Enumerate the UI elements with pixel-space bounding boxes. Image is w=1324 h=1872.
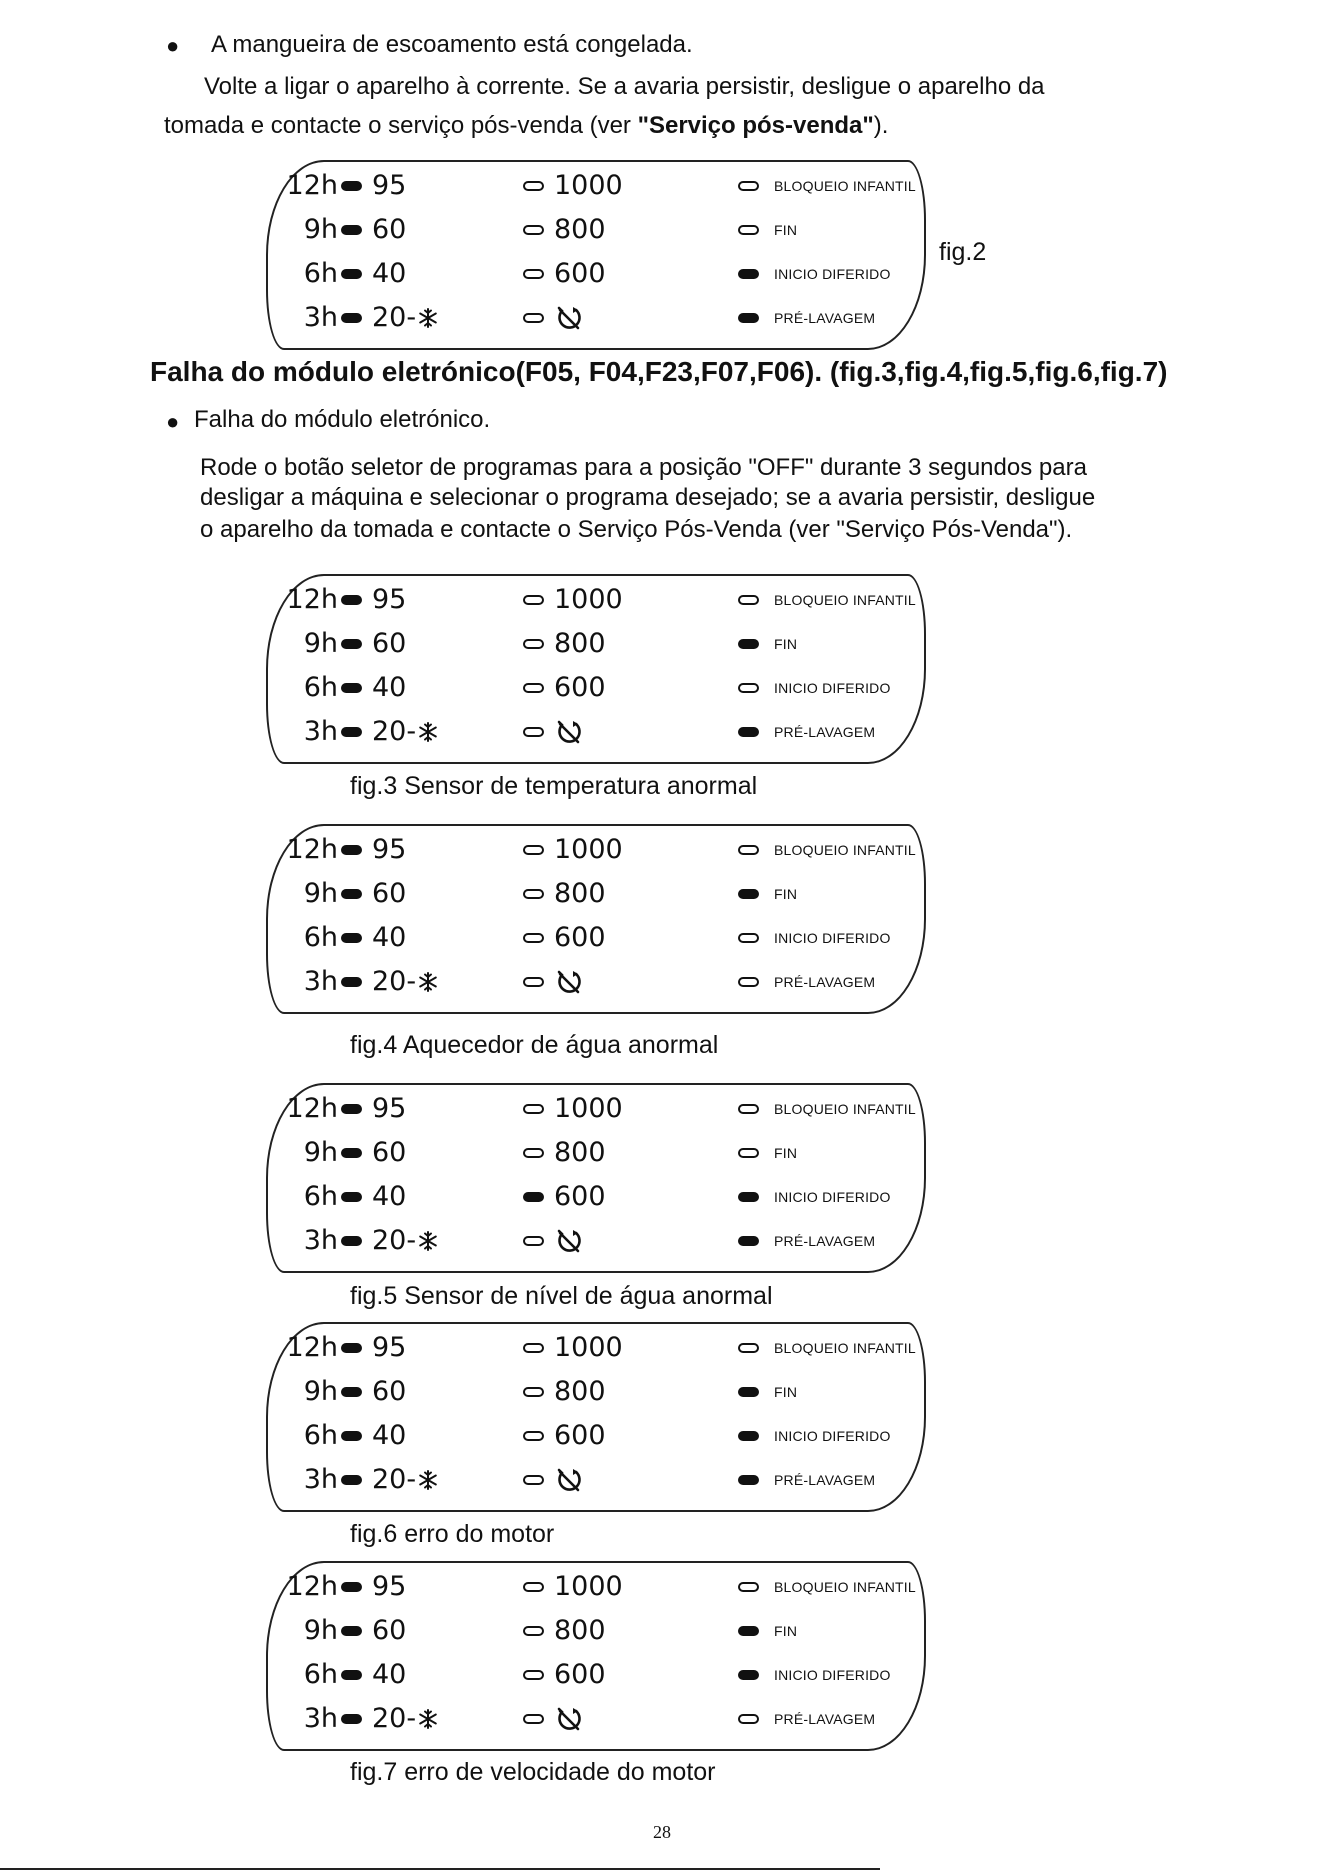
option-label: FIN	[774, 1145, 798, 1161]
snowflake-icon	[416, 1225, 438, 1256]
option-label: INICIO DIFERIDO	[774, 266, 891, 282]
led-indicator	[341, 1670, 362, 1680]
led-indicator	[738, 933, 759, 943]
option-label: BLOQUEIO INFANTIL	[774, 1101, 916, 1117]
led-indicator	[341, 1343, 362, 1353]
hours-label: 6h	[303, 1420, 338, 1451]
fig4-caption: fig.4 Aquecedor de água anormal	[350, 1031, 719, 1059]
snowflake-icon	[416, 1464, 438, 1495]
fig6-caption: fig.6 erro do motor	[350, 1520, 555, 1548]
led-indicator	[738, 1431, 759, 1441]
led-indicator	[341, 1475, 362, 1485]
panel-row	[268, 1085, 928, 1133]
temperature-label	[372, 162, 406, 210]
snowflake-icon	[416, 1703, 438, 1734]
spin-speed-label: 1000	[554, 170, 623, 201]
led-indicator	[738, 977, 759, 987]
led-indicator	[523, 1714, 544, 1724]
no-spin-icon	[554, 304, 584, 334]
spin-speed-label: 1000	[554, 1093, 623, 1124]
temperature-value: 95	[372, 170, 407, 201]
led-indicator	[738, 1670, 759, 1680]
led-indicator	[738, 1343, 759, 1353]
temperature-label	[372, 1129, 406, 1177]
led-indicator	[341, 1714, 362, 1724]
temperature-value: 20-	[372, 302, 417, 333]
spin-speed-label: 1000	[554, 1332, 623, 1363]
temperature-label	[372, 1456, 438, 1504]
led-indicator	[738, 1475, 759, 1485]
temperature-label	[372, 1217, 438, 1265]
led-indicator	[738, 727, 759, 737]
led-indicator	[523, 1582, 544, 1592]
led-indicator	[738, 181, 759, 191]
option-label: PRÉ-LAVAGEM	[774, 974, 876, 990]
temperature-label	[372, 1368, 406, 1416]
led-indicator	[341, 639, 362, 649]
led-indicator	[738, 1104, 759, 1114]
hours-label: 12h	[286, 170, 338, 201]
led-indicator	[523, 595, 544, 605]
led-indicator	[523, 181, 544, 191]
hours-label: 3h	[303, 1703, 338, 1734]
hours-label: 9h	[303, 1376, 338, 1407]
option-label: INICIO DIFERIDO	[774, 680, 891, 696]
led-panel-fig4	[266, 824, 926, 1014]
temperature-value: 20-	[372, 716, 417, 747]
footer-rule	[0, 1868, 880, 1870]
spin-speed-label: 600	[554, 672, 606, 703]
temperature-label	[372, 1651, 406, 1699]
option-label: FIN	[774, 1384, 798, 1400]
led-indicator	[523, 727, 544, 737]
led-indicator	[523, 1387, 544, 1397]
panel-row	[268, 162, 928, 210]
led-indicator	[523, 1192, 544, 1202]
option-label: INICIO DIFERIDO	[774, 1189, 891, 1205]
section-body-line-1: Rode o botão seletor de programas para a posição "OFF" durante 3 segundos para	[200, 454, 1087, 481]
temperature-label	[372, 1695, 438, 1743]
led-indicator	[523, 269, 544, 279]
option-label: INICIO DIFERIDO	[774, 930, 891, 946]
led-indicator	[341, 933, 362, 943]
option-label: BLOQUEIO INFANTIL	[774, 178, 916, 194]
led-indicator	[523, 1343, 544, 1353]
led-indicator	[738, 1148, 759, 1158]
hours-label: 12h	[286, 1571, 338, 1602]
temperature-value: 60	[372, 1376, 407, 1407]
led-indicator	[341, 889, 362, 899]
led-indicator	[341, 225, 362, 235]
option-label: INICIO DIFERIDO	[774, 1667, 891, 1683]
led-indicator	[738, 889, 759, 899]
panel-row	[268, 1412, 928, 1460]
option-label: BLOQUEIO INFANTIL	[774, 1340, 916, 1356]
panel-row	[268, 708, 928, 756]
spin-speed-label: 600	[554, 922, 606, 953]
temperature-label	[372, 708, 438, 756]
hours-label: 9h	[303, 214, 338, 245]
option-label: PRÉ-LAVAGEM	[774, 1233, 876, 1249]
panel-row	[268, 1695, 928, 1743]
temperature-value: 95	[372, 584, 407, 615]
led-indicator	[523, 1431, 544, 1441]
hours-label: 6h	[303, 672, 338, 703]
temperature-label	[372, 1085, 406, 1133]
spin-speed-label: 800	[554, 1137, 606, 1168]
section-body-line-2: desligar a máquina e selecionar o programa desejado; se a avaria persistir, desligue	[200, 484, 1096, 511]
led-indicator	[738, 1387, 759, 1397]
spin-speed-label: 600	[554, 1420, 606, 1451]
led-indicator	[738, 1626, 759, 1636]
section-body-line-3: o aparelho da tomada e contacte o Serviço Pós-Venda (ver "Serviço Pós-Venda").	[200, 516, 1073, 543]
led-indicator	[523, 1148, 544, 1158]
led-indicator	[523, 225, 544, 235]
led-indicator	[738, 845, 759, 855]
temperature-value: 20-	[372, 966, 417, 997]
panel-row	[268, 958, 928, 1006]
paragraph-line-2-end: ).	[873, 112, 889, 139]
panel-row	[268, 250, 928, 298]
spin-speed-label: 800	[554, 628, 606, 659]
panel-row	[268, 1456, 928, 1504]
led-indicator	[341, 1104, 362, 1114]
panel-row	[268, 1217, 928, 1265]
hours-label: 12h	[286, 584, 338, 615]
temperature-value: 40	[372, 1181, 407, 1212]
spin-speed-label: 1000	[554, 1571, 623, 1602]
temperature-value: 60	[372, 214, 407, 245]
temperature-label	[372, 206, 406, 254]
temperature-label	[372, 1607, 406, 1655]
hours-label: 9h	[303, 1615, 338, 1646]
led-indicator	[523, 889, 544, 899]
led-panel-fig3	[266, 574, 926, 764]
option-label: BLOQUEIO INFANTIL	[774, 1579, 916, 1595]
led-indicator	[523, 1626, 544, 1636]
spin-speed-label: 1000	[554, 834, 623, 865]
fig2-label: fig.2	[939, 238, 987, 266]
led-indicator	[341, 683, 362, 693]
snowflake-icon	[416, 302, 438, 333]
temperature-label	[372, 1563, 406, 1611]
temperature-label	[372, 1412, 406, 1460]
panel-row	[268, 1563, 928, 1611]
hours-label: 12h	[286, 1332, 338, 1363]
led-indicator	[523, 1475, 544, 1485]
temperature-value: 20-	[372, 1703, 417, 1734]
snowflake-icon	[416, 716, 438, 747]
led-indicator	[738, 1582, 759, 1592]
paragraph-line-2	[164, 111, 888, 141]
led-indicator	[738, 683, 759, 693]
led-indicator	[523, 313, 544, 323]
led-indicator	[738, 1236, 759, 1246]
option-label: PRÉ-LAVAGEM	[774, 724, 876, 740]
spin-speed-label: 600	[554, 258, 606, 289]
option-label: FIN	[774, 886, 798, 902]
temperature-label	[372, 826, 406, 874]
option-label: FIN	[774, 1623, 798, 1639]
paragraph-line-2-bold: "Serviço pós-venda"	[637, 112, 874, 139]
temperature-label	[372, 294, 438, 342]
temperature-label	[372, 914, 406, 962]
option-label: PRÉ-LAVAGEM	[774, 1711, 876, 1727]
panel-row	[268, 870, 928, 918]
page-number: 28	[653, 1822, 671, 1842]
led-indicator	[738, 313, 759, 323]
panel-row	[268, 294, 928, 342]
temperature-value: 60	[372, 1137, 407, 1168]
spin-speed-label: 800	[554, 878, 606, 909]
temperature-value: 40	[372, 672, 407, 703]
option-label: BLOQUEIO INFANTIL	[774, 842, 916, 858]
panel-row	[268, 1651, 928, 1699]
section-heading: Falha do módulo eletrónico(F05, F04,F23,F07,F06). (fig.3,fig.4,fig.5,fig.6,fig.7)	[150, 356, 1168, 387]
spin-speed-label: 1000	[554, 584, 623, 615]
option-label: PRÉ-LAVAGEM	[774, 310, 876, 326]
led-indicator	[523, 845, 544, 855]
led-indicator	[341, 1626, 362, 1636]
spin-speed-label: 600	[554, 1659, 606, 1690]
led-indicator	[341, 727, 362, 737]
no-spin-icon	[554, 968, 584, 998]
led-indicator	[523, 1104, 544, 1114]
temperature-label	[372, 958, 438, 1006]
panel-row	[268, 1129, 928, 1177]
temperature-value: 40	[372, 1420, 407, 1451]
hours-label: 3h	[303, 1225, 338, 1256]
panel-row	[268, 1173, 928, 1221]
option-label: FIN	[774, 222, 798, 238]
panel-row	[268, 664, 928, 712]
spin-speed-label: 800	[554, 1376, 606, 1407]
temperature-value: 95	[372, 1093, 407, 1124]
led-panel-fig2	[266, 160, 926, 350]
temperature-label	[372, 1173, 406, 1221]
option-label: INICIO DIFERIDO	[774, 1428, 891, 1444]
hours-label: 9h	[303, 1137, 338, 1168]
led-indicator	[523, 1236, 544, 1246]
led-indicator	[738, 1192, 759, 1202]
no-spin-icon	[554, 1227, 584, 1257]
led-indicator	[341, 1236, 362, 1246]
temperature-label	[372, 664, 406, 712]
temperature-value: 20-	[372, 1464, 417, 1495]
temperature-label	[372, 870, 406, 918]
led-panel-fig6	[266, 1322, 926, 1512]
led-indicator	[341, 181, 362, 191]
temperature-value: 40	[372, 258, 407, 289]
hours-label: 3h	[303, 1464, 338, 1495]
temperature-value: 60	[372, 1615, 407, 1646]
fig3-caption: fig.3 Sensor de temperatura anormal	[350, 772, 758, 800]
led-indicator	[341, 1387, 362, 1397]
led-indicator	[738, 225, 759, 235]
temperature-value: 95	[372, 1571, 407, 1602]
led-indicator	[523, 977, 544, 987]
fig5-caption: fig.5 Sensor de nível de água anormal	[350, 1282, 773, 1310]
panel-row	[268, 1607, 928, 1655]
led-indicator	[738, 639, 759, 649]
hours-label: 6h	[303, 1181, 338, 1212]
led-indicator	[341, 1431, 362, 1441]
panel-row	[268, 1324, 928, 1372]
temperature-label	[372, 576, 406, 624]
led-indicator	[341, 1148, 362, 1158]
spin-speed-label: 600	[554, 1181, 606, 1212]
temperature-label	[372, 1324, 406, 1372]
panel-row	[268, 206, 928, 254]
hours-label: 9h	[303, 628, 338, 659]
section-bullet-text: Falha do módulo eletrónico.	[194, 406, 491, 433]
option-label: FIN	[774, 636, 798, 652]
temperature-label	[372, 250, 406, 298]
no-spin-icon	[554, 1466, 584, 1496]
no-spin-icon	[554, 718, 584, 748]
led-indicator	[341, 1192, 362, 1202]
panel-row	[268, 914, 928, 962]
hours-label: 12h	[286, 834, 338, 865]
no-spin-icon	[554, 1705, 584, 1735]
hours-label: 3h	[303, 302, 338, 333]
led-indicator	[738, 269, 759, 279]
spin-speed-label: 800	[554, 1615, 606, 1646]
panel-row	[268, 826, 928, 874]
led-panel-fig5	[266, 1083, 926, 1273]
panel-row	[268, 1368, 928, 1416]
temperature-value: 95	[372, 834, 407, 865]
led-indicator	[341, 845, 362, 855]
spin-speed-label: 800	[554, 214, 606, 245]
hours-label: 3h	[303, 966, 338, 997]
temperature-value: 20-	[372, 1225, 417, 1256]
led-indicator	[523, 933, 544, 943]
bullet-dot: ●	[166, 33, 180, 58]
led-indicator	[341, 313, 362, 323]
hours-label: 6h	[303, 1659, 338, 1690]
led-indicator	[341, 595, 362, 605]
led-indicator	[341, 269, 362, 279]
paragraph-line-2-start: tomada e contacte o serviço pós-venda (ver	[164, 112, 638, 139]
option-label: BLOQUEIO INFANTIL	[774, 592, 916, 608]
panel-row	[268, 620, 928, 668]
paragraph-line-1: Volte a ligar o aparelho à corrente. Se a avaria persistir, desligue o aparelho da	[204, 73, 1045, 100]
hours-label: 6h	[303, 258, 338, 289]
hours-label: 9h	[303, 878, 338, 909]
bullet-text: A mangueira de escoamento está congelada.	[211, 31, 693, 58]
snowflake-icon	[416, 966, 438, 997]
hours-label: 3h	[303, 716, 338, 747]
hours-label: 6h	[303, 922, 338, 953]
temperature-label	[372, 620, 406, 668]
led-indicator	[523, 1670, 544, 1680]
temperature-value: 40	[372, 922, 407, 953]
led-indicator	[523, 639, 544, 649]
section-bullet-dot: ●	[166, 409, 180, 434]
temperature-value: 60	[372, 628, 407, 659]
option-label: PRÉ-LAVAGEM	[774, 1472, 876, 1488]
fig7-caption: fig.7 erro de velocidade do motor	[350, 1758, 716, 1786]
led-panel-fig7	[266, 1561, 926, 1751]
panel-row	[268, 576, 928, 624]
temperature-value: 95	[372, 1332, 407, 1363]
led-indicator	[523, 683, 544, 693]
led-indicator	[738, 1714, 759, 1724]
temperature-value: 60	[372, 878, 407, 909]
led-indicator	[738, 595, 759, 605]
hours-label: 12h	[286, 1093, 338, 1124]
led-indicator	[341, 977, 362, 987]
led-indicator	[341, 1582, 362, 1592]
temperature-value: 40	[372, 1659, 407, 1690]
